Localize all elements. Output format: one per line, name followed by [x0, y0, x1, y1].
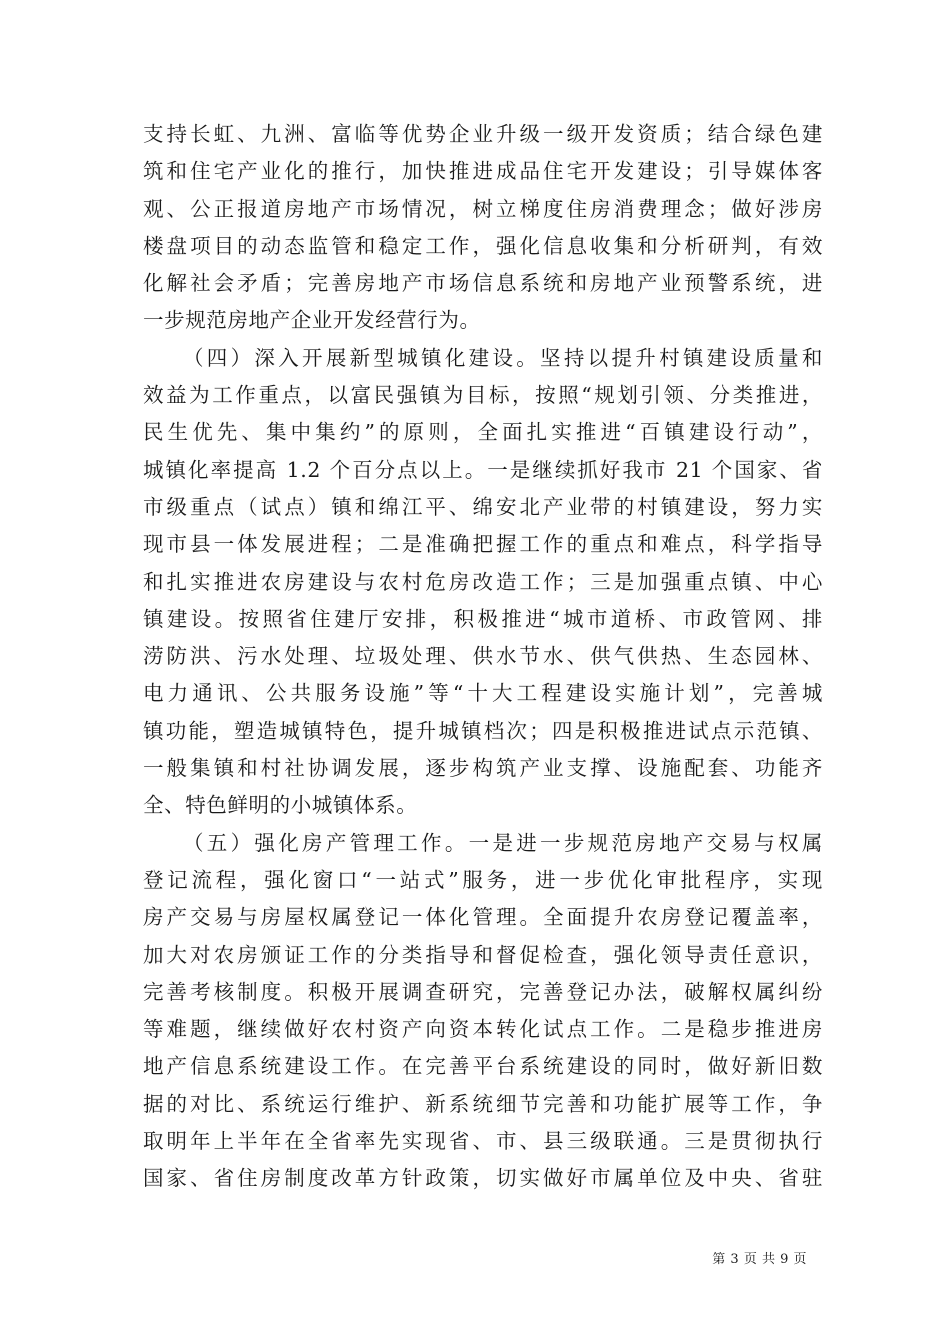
- text-line: 效益为工作重点，以富民强镇为目标，按照“规划引领、分类推进，: [143, 383, 823, 408]
- text-line: 城镇化率提高 1.2 个百分点以上。一是继续抓好我市 21 个国家、省: [143, 457, 823, 482]
- text-line: 镇建设。按照省住建厅安排，积极推进“城市道桥、市政管网、排: [143, 606, 823, 631]
- text-line: 楼盘项目的动态监管和稳定工作，强化信息收集和分析研判，有效: [143, 233, 823, 258]
- text-line: 一步规范房地产企业开发经营行为。: [143, 308, 481, 333]
- text-line: 国家、省住房制度改革方针政策，切实做好市属单位及中央、省驻: [143, 1166, 823, 1191]
- text-line: 镇功能，塑造城镇特色，提升城镇档次；四是积极推进试点示范镇、: [143, 718, 823, 743]
- text-line: 市级重点（试点）镇和绵江平、绵安北产业带的村镇建设，努力实: [143, 494, 823, 519]
- text-line: 化解社会矛盾；完善房地产市场信息系统和房地产业预警系统，进: [143, 271, 823, 296]
- text-line: 登记流程，强化窗口“一站式”服务，进一步优化审批程序，实现: [143, 867, 823, 892]
- text-line: 据的对比、系统运行维护、新系统细节完善和功能扩展等工作，争: [143, 1091, 823, 1116]
- text-line: 电力通讯、公共服务设施”等“十大工程建设实施计划”，完善城: [143, 681, 823, 706]
- text-line: 和扎实推进农房建设与农村危房改造工作；三是加强重点镇、中心: [143, 569, 823, 594]
- text-line: 加大对农房颁证工作的分类指导和督促检查，强化领导责任意识，: [143, 942, 823, 967]
- text-line: 等难题，继续做好农村资产向资本转化试点工作。二是稳步推进房: [143, 1017, 823, 1042]
- text-line: 支持长虹、九洲、富临等优势企业升级一级开发资质；结合绿色建: [143, 122, 823, 146]
- text-line: 现市县一体发展进程；二是准确把握工作的重点和难点，科学指导: [143, 532, 823, 557]
- text-line: 涝防洪、污水处理、垃圾处理、供水节水、供气供热、生态园林、: [143, 644, 823, 669]
- body-text: [143, 116, 823, 1198]
- text-line: （五）强化房产管理工作。一是进一步规范房地产交易与权属: [183, 830, 823, 855]
- text-line: 房产交易与房屋权属登记一体化管理。全面提升农房登记覆盖率，: [143, 905, 823, 930]
- text-line: 取明年上半年在全省率先实现省、市、县三级联通。三是贯彻执行: [143, 1129, 823, 1154]
- page-number: 第 3 页 共 9 页: [712, 1252, 807, 1267]
- text-line: 地产信息系统建设工作。在完善平台系统建设的同时，做好新旧数: [143, 1054, 823, 1079]
- text-line: 筑和住宅产业化的推行，加快推进成品住宅开发建设；引导媒体客: [143, 159, 823, 184]
- text-line: 一般集镇和村社协调发展，逐步构筑产业支撑、设施配套、功能齐: [143, 756, 823, 781]
- text-line: 全、特色鲜明的小城镇体系。: [143, 793, 418, 818]
- text-line: 民生优先、集中集约”的原则，全面扎实推进“百镇建设行动”，: [143, 420, 823, 445]
- text-line: 观、公正报道房地产市场情况，树立梯度住房消费理念；做好涉房: [143, 196, 823, 221]
- text-line: （四）深入开展新型城镇化建设。坚持以提升村镇建设质量和: [183, 345, 823, 370]
- text-line: 完善考核制度。积极开展调查研究，完善登记办法，破解权属纠纷: [143, 979, 823, 1004]
